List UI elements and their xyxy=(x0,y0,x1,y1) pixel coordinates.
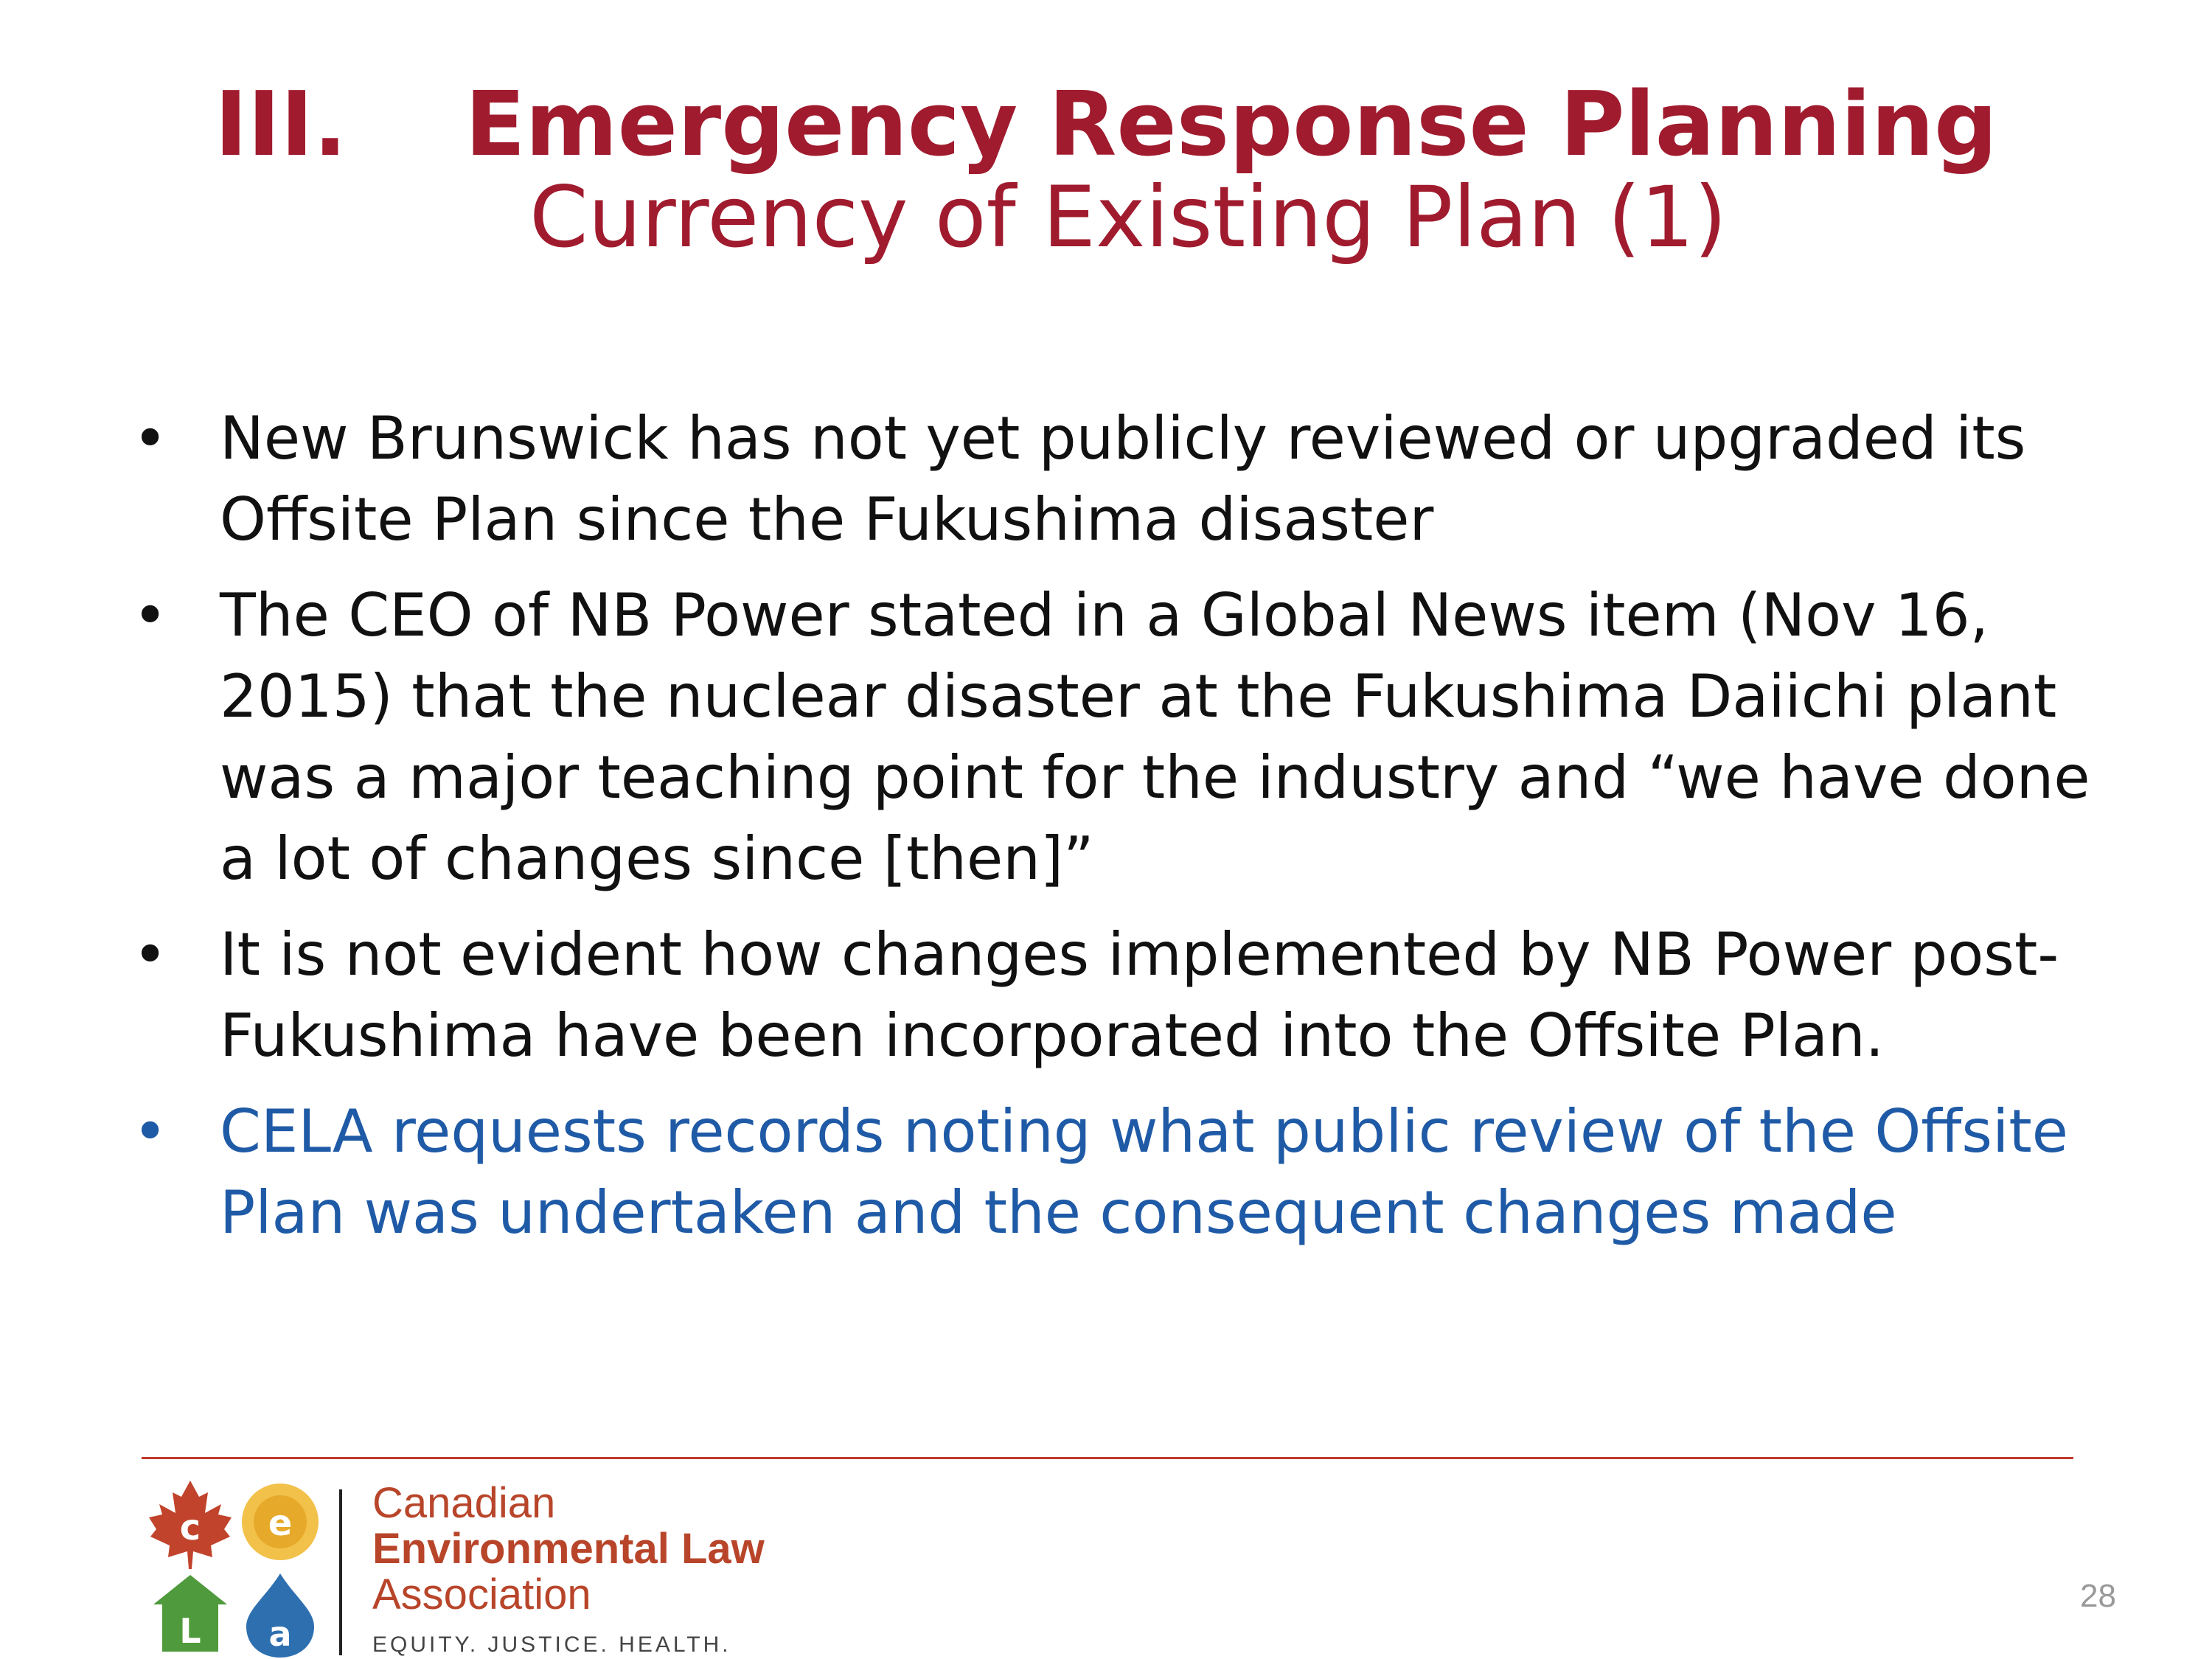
bullet-item xyxy=(125,914,2116,1077)
org-name-line2: Environmental Law xyxy=(372,1525,765,1573)
org-name-line3: Association xyxy=(372,1571,591,1618)
bullet-list xyxy=(125,398,2116,1268)
logo-letter-e: e xyxy=(268,1503,293,1544)
organization-name xyxy=(372,1481,830,1618)
bullet-item xyxy=(125,398,2116,560)
section-number: III. xyxy=(215,74,347,176)
bullet-marker: • xyxy=(133,1097,168,1166)
bullet-item xyxy=(125,575,2116,900)
title-main xyxy=(0,70,2212,181)
logo-tagline: EQUITY. JUSTICE. HEALTH. xyxy=(372,1632,731,1657)
bullet-marker: • xyxy=(133,404,168,473)
bullet-item-request xyxy=(125,1091,2116,1253)
page-number: 28 xyxy=(2080,1578,2116,1614)
logo-separator xyxy=(339,1489,342,1655)
logo-letter-l: L xyxy=(179,1611,201,1651)
cela-logo xyxy=(147,1475,826,1659)
logo-icons xyxy=(147,1475,324,1659)
section-title: Emergency Response Planning xyxy=(465,74,1997,176)
bullet-marker: • xyxy=(133,581,168,650)
subtitle: Currency of Existing Plan (1) xyxy=(529,168,1727,266)
bullet-text: CELA requests records noting what public review of the Offsite Plan was undertaken and the consequent changes made xyxy=(220,1097,2068,1247)
bullet-text: It is not evident how changes implemented by NB Power post-Fukushima have been incorporated into the Offsite Plan. xyxy=(220,920,2059,1070)
bullet-text: New Brunswick has not yet publicly reviewed or upgraded its Offsite Plan since the Fukushima disaster xyxy=(220,404,2026,554)
org-name-line1: Canadian xyxy=(372,1479,556,1527)
bullet-text: The CEO of NB Power stated in a Global News item (Nov 16, 2015) that the nuclear disaster at the Fukushima Daiichi plant was a major teaching point for the industry and “we have done a lot of changes since [then]” xyxy=(220,581,2090,893)
footer-divider xyxy=(142,1457,2073,1459)
logo-letter-c: c xyxy=(179,1507,201,1548)
bullet-marker: • xyxy=(133,920,168,989)
logo-letter-a: a xyxy=(268,1614,292,1654)
